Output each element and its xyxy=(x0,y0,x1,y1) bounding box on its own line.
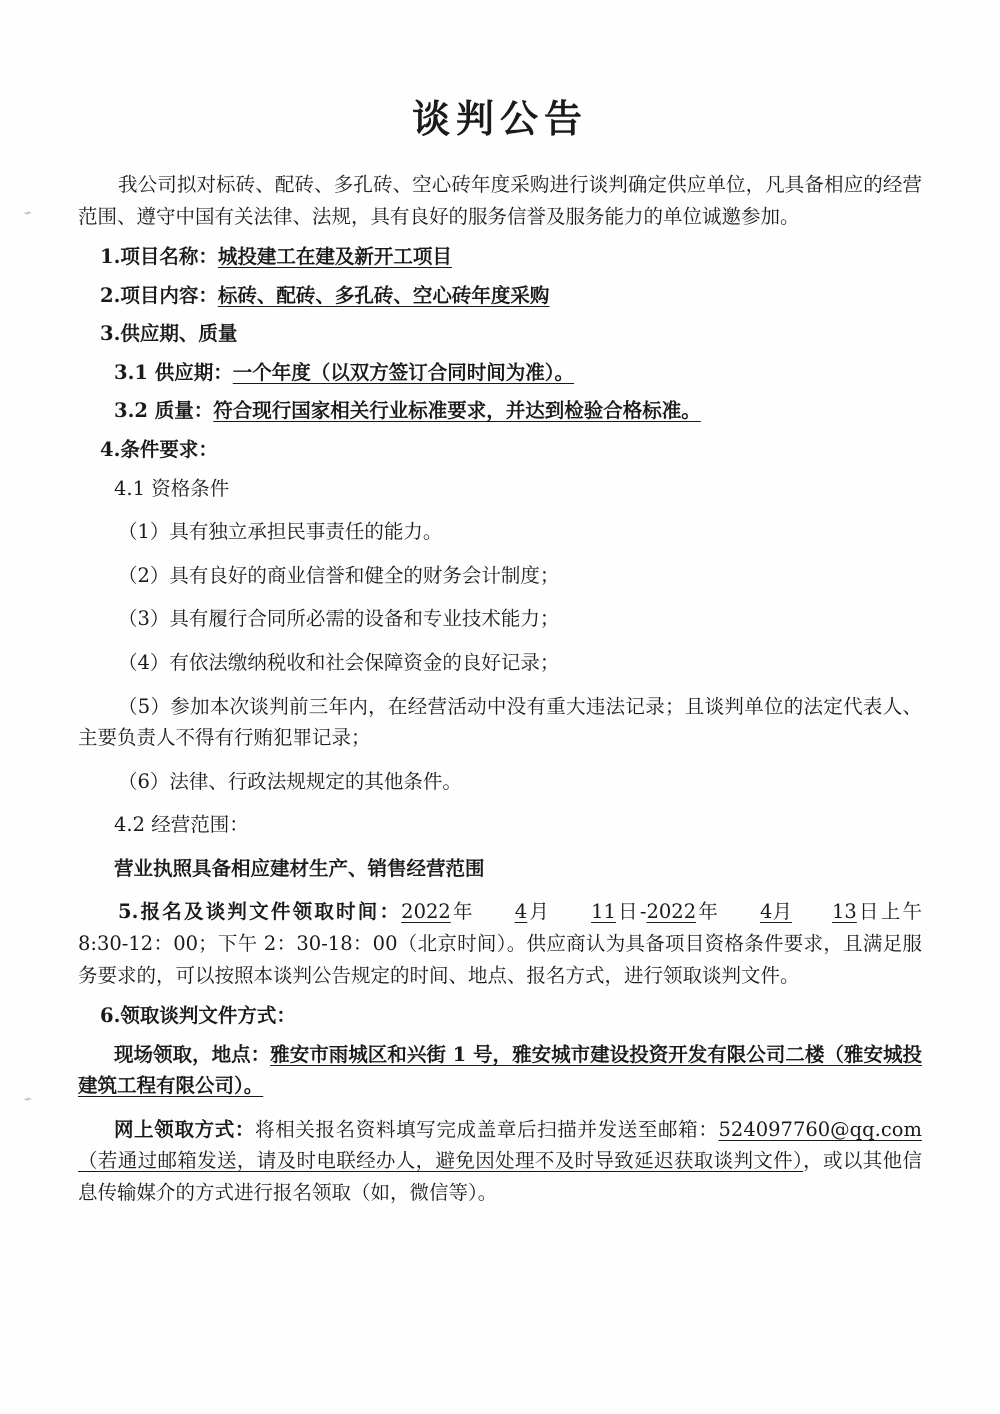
supply-period-value: 一个年度（以双方签订合同时间为准）。 xyxy=(232,360,575,384)
year-unit: 年 xyxy=(696,900,721,924)
supply-period-row xyxy=(78,357,922,389)
collect-onsite-label: 现场领取，地点： xyxy=(114,1042,271,1066)
qualification-item: （2）具有良好的商业信誉和健全的财务会计制度； xyxy=(118,563,560,587)
collect-label: 领取谈判文件方式： xyxy=(120,1004,296,1028)
collect-online-text-2: （若通过邮箱发送，请及时电联经办人，避免因处理不及时导致延迟获取谈判文件） xyxy=(78,1149,804,1173)
qualification-item: （5）参加本次谈判前三年内，在经营活动中没有重大违法记录；且谈判单位的法定代表人、主要负责人不得有行贿犯罪记录； xyxy=(78,694,922,750)
signup-paragraph xyxy=(78,896,922,991)
supply-quality-row xyxy=(78,395,922,427)
lead-paragraph: 我公司拟对标砖、配砖、多孔砖、空心砖年度采购进行谈判确定供应单位，凡具备相应的经营范围、遵守中国有关法律、法规，具有良好的服务信誉及服务能力的单位诚邀参加。 xyxy=(78,173,922,228)
signup-body: 供应商认为具备项目资格条件要求，且满足服务要求的，可以按照本谈判公告规定的时间、地点、报名方式，进行领取谈判文件。 xyxy=(78,931,922,987)
qualification-heading xyxy=(78,473,922,505)
condition-label: 条件要求： xyxy=(120,438,218,462)
list-item xyxy=(78,280,922,312)
qualification-label: 资格条件 xyxy=(151,476,230,500)
signup-label: 报名及谈判文件领取时间： xyxy=(138,900,402,924)
item-number: 3. xyxy=(100,322,121,346)
supply-quality-value: 符合现行国家相关行业标准要求，并达到检验合格标准。 xyxy=(213,399,701,423)
supply-period-number: 3.1 xyxy=(114,360,148,384)
qualification-item: （6）法律、行政法规规定的其他条件。 xyxy=(118,769,462,793)
signup-time-range: 日上午 8:30-12：00；下午 2：30-18：00（北京时间）。 xyxy=(78,900,922,955)
signup-number: 5. xyxy=(118,900,139,924)
item-value: 标砖、配砖、多孔砖、空心砖年度采购 xyxy=(217,283,550,307)
list-item xyxy=(78,318,922,350)
list-item xyxy=(78,241,922,273)
signup-end-month: 4月 xyxy=(760,900,792,924)
stray-mark-icon: ⌁ xyxy=(21,205,34,222)
stray-mark-icon: ⌁ xyxy=(22,1091,34,1108)
signup-end-day: 13 xyxy=(831,900,857,924)
collect-email: 524097760@qq.com xyxy=(718,1117,922,1141)
collect-online-label: 网上领取方式： xyxy=(114,1117,256,1141)
scope-label: 经营范围： xyxy=(151,813,249,837)
qualification-item: （1）具有独立承担民事责任的能力。 xyxy=(118,520,443,544)
item-label: 项目名称： xyxy=(120,245,218,269)
collect-online-text-3: ，或以其他信息传输媒介的方式进行报名领取（如，微信等）。 xyxy=(78,1149,922,1205)
signup-start-month: 4 xyxy=(514,900,528,924)
collect-onsite-value: 雅安市雨城区和兴街 1 号，雅安城市建设投资开发有限公司二楼（雅安城投建筑工程有限公司）。 xyxy=(78,1042,922,1098)
condition-number: 4. xyxy=(100,438,121,462)
item-label: 供应期、质量 xyxy=(120,322,238,346)
item-number: 2. xyxy=(100,283,121,307)
collect-heading xyxy=(78,1000,922,1032)
date-dash: - xyxy=(639,900,647,924)
page-title: 谈判公告 xyxy=(411,96,588,141)
scope-number: 4.2 xyxy=(114,813,146,837)
item-number: 1. xyxy=(100,245,121,269)
collect-online xyxy=(78,1114,922,1209)
signup-end-year: 2022 xyxy=(646,900,697,924)
year-unit: 年 xyxy=(450,900,475,924)
collect-onsite xyxy=(78,1039,922,1102)
item-label: 项目内容： xyxy=(120,283,218,307)
scope-body: 营业执照具备相应建材生产、销售经营范围 xyxy=(114,856,485,880)
signup-start-year: 2022 xyxy=(401,900,451,924)
qualification-number: 4.1 xyxy=(114,476,146,500)
scope-heading xyxy=(78,809,922,841)
collect-online-text-1: 将相关报名资料填写完成盖章后扫描并发送至邮箱： xyxy=(255,1117,719,1141)
supply-quality-label: 质量： xyxy=(154,399,214,423)
qualification-item: （4）有依法缴纳税收和社会保障资金的良好记录； xyxy=(118,650,560,674)
day-unit: 日 xyxy=(615,900,640,924)
collect-number: 6. xyxy=(100,1004,121,1028)
item-value: 城投建工在建及新开工项目 xyxy=(217,245,452,269)
supply-period-label: 供应期： xyxy=(154,360,233,384)
condition-heading xyxy=(78,434,922,466)
signup-start-day: 11 xyxy=(591,900,616,924)
qualification-item: （3）具有履行合同所必需的设备和专业技术能力； xyxy=(118,607,560,631)
supply-quality-number: 3.2 xyxy=(114,399,148,423)
month-unit: 月 xyxy=(527,900,552,924)
